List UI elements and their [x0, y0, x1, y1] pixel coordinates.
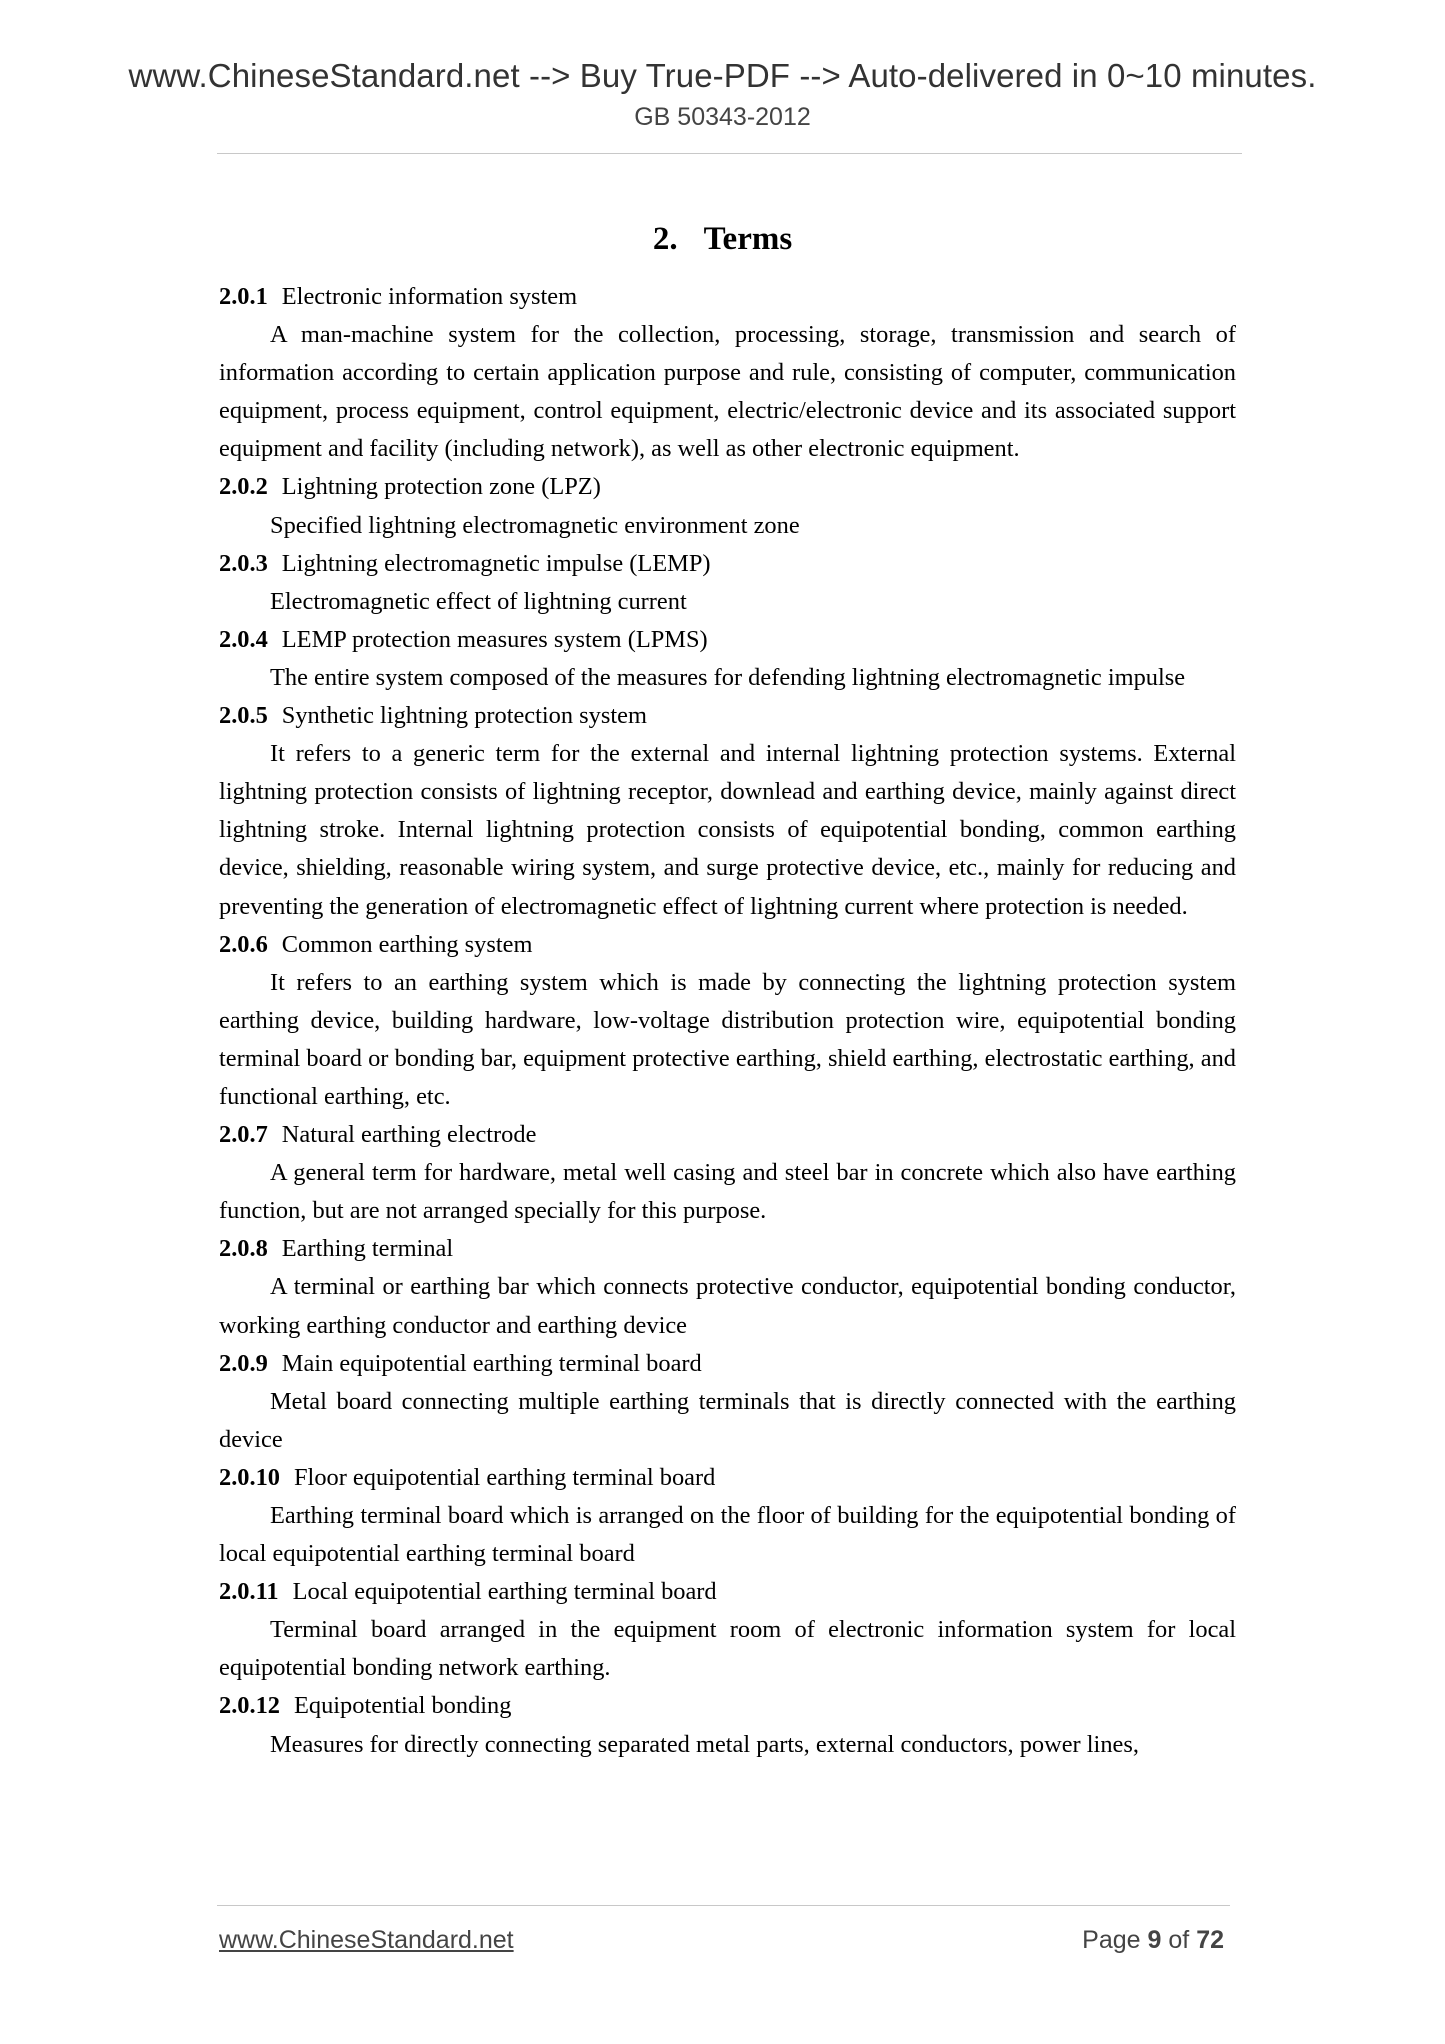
term-definition: Specified lightning electromagnetic environment zone: [270, 511, 800, 539]
term-entry: [219, 697, 1236, 926]
term-name: Synthetic lightning protection system: [281, 702, 647, 730]
term-name: Lightning protection zone (LPZ): [281, 473, 601, 501]
page-total: 72: [1196, 1926, 1224, 1954]
term-number: 2.0.4: [219, 625, 268, 653]
term-heading: [219, 468, 1236, 506]
term-entry: [219, 1687, 1236, 1763]
term-number: 2.0.9: [219, 1349, 268, 1377]
term-heading: [219, 1345, 1236, 1383]
page-prefix: Page: [1082, 1926, 1141, 1954]
term-entry: [219, 1230, 1236, 1344]
term-definition: Earthing terminal board which is arranged on the floor of building for the equipotential bonding of local equipotential earthing terminal board: [219, 1502, 1236, 1568]
term-number: 2.0.2: [219, 473, 268, 501]
term-number: 2.0.6: [219, 930, 268, 958]
term-name: Earthing terminal: [281, 1235, 454, 1263]
page-current: 9: [1147, 1926, 1162, 1954]
term-heading: [219, 1230, 1236, 1268]
term-entry: [219, 1345, 1236, 1459]
term-name: Natural earthing electrode: [281, 1121, 537, 1149]
term-entry: [219, 621, 1236, 697]
term-number: 2.0.10: [219, 1463, 280, 1491]
term-heading: [219, 1687, 1236, 1725]
term-definition: It refers to a generic term for the external and internal lightning protection systems. External lightning protection consists of lightning receptor, downlead and earthing device, mainly against direct lightning stroke. Internal lightning protection consists of equipotential bonding, common earthing device, shielding, reasonable wiring system, and surge protective device, etc., mainly for reducing and preventing the generation of electromagnetic effect of lightning current where protection is needed.: [219, 740, 1236, 920]
section-title-text: Terms: [703, 221, 793, 257]
section-title: [0, 217, 1445, 261]
term-definition: Electromagnetic effect of lightning current: [270, 587, 687, 615]
term-entry: [219, 1459, 1236, 1573]
footer-divider: [217, 1905, 1230, 1906]
term-name: Electronic information system: [281, 283, 578, 310]
term-entry: [219, 1116, 1236, 1230]
term-definition: A general term for hardware, metal well casing and steel bar in concrete which also have earthing function, but are not arranged specially for this purpose.: [219, 1159, 1236, 1225]
term-heading: [219, 926, 1236, 964]
term-number: 2.0.3: [219, 549, 268, 577]
page-indicator: [1082, 1924, 1224, 1956]
term-number: 2.0.8: [219, 1235, 268, 1263]
term-name: Local equipotential earthing terminal board: [292, 1578, 717, 1606]
term-name: Lightning electromagnetic impulse (LEMP): [281, 549, 711, 577]
page-of: of: [1168, 1926, 1190, 1954]
term-definition: The entire system composed of the measures for defending lightning electromagnetic impulse: [270, 663, 1186, 691]
term-heading: [219, 1116, 1236, 1154]
section-number: 2.: [652, 221, 678, 257]
term-entry: [219, 545, 1236, 621]
term-number: 2.0.7: [219, 1121, 268, 1149]
standard-code: GB 50343-2012: [634, 103, 811, 131]
term-heading: [219, 1573, 1236, 1611]
term-number: 2.0.12: [219, 1692, 280, 1720]
term-entry: [219, 278, 1236, 468]
term-definition: Metal board connecting multiple earthing terminals that is directly connected with the earthing device: [219, 1387, 1236, 1453]
term-entry: [219, 1573, 1236, 1687]
term-entry: [219, 926, 1236, 1116]
term-definition: Terminal board arranged in the equipment room of electronic information system for local equipotential bonding network earthing.: [219, 1616, 1236, 1682]
term-number: 2.0.5: [219, 702, 268, 730]
term-name: Common earthing system: [281, 930, 533, 958]
term-heading: [219, 621, 1236, 659]
term-definition: Measures for directly connecting separated metal parts, external conductors, power lines,: [270, 1730, 1139, 1758]
footer-site-link[interactable]: www.ChineseStandard.net: [219, 1926, 514, 1954]
term-name: Main equipotential earthing terminal board: [281, 1349, 702, 1377]
term-definition: It refers to an earthing system which is made by connecting the lightning protection system earthing device, building hardware, low-voltage distribution protection wire, equipotential bonding terminal board or bonding bar, equipment protective earthing, shield earthing, electrostatic earthing, and functional earthing, etc.: [219, 968, 1236, 1110]
term-entry: [219, 468, 1236, 544]
term-heading: [219, 278, 1236, 316]
term-name: Floor equipotential earthing terminal board: [293, 1463, 716, 1491]
header-divider: [217, 153, 1242, 154]
header-banner: www.ChineseStandard.net --> Buy True-PDF --> Auto-delivered in 0~10 minutes.: [128, 57, 1317, 94]
term-name: Equipotential bonding: [293, 1692, 512, 1720]
terms-list: [219, 278, 1236, 1764]
term-heading: [219, 545, 1236, 583]
term-definition: A terminal or earthing bar which connects protective conductor, equipotential bonding conductor, working earthing conductor and earthing device: [219, 1273, 1236, 1339]
term-heading: [219, 697, 1236, 735]
term-heading: [219, 1459, 1236, 1497]
term-number: 2.0.1: [219, 283, 268, 310]
term-name: LEMP protection measures system (LPMS): [281, 625, 708, 653]
term-definition: A man-machine system for the collection, processing, storage, transmission and search of information according to certain application purpose and rule, consisting of computer, communication equipment, process equipment, control equipment, electric/electronic device and its associated support equipment and facility (including network), as well as other electronic equipment.: [219, 321, 1236, 463]
term-number: 2.0.11: [219, 1578, 279, 1606]
